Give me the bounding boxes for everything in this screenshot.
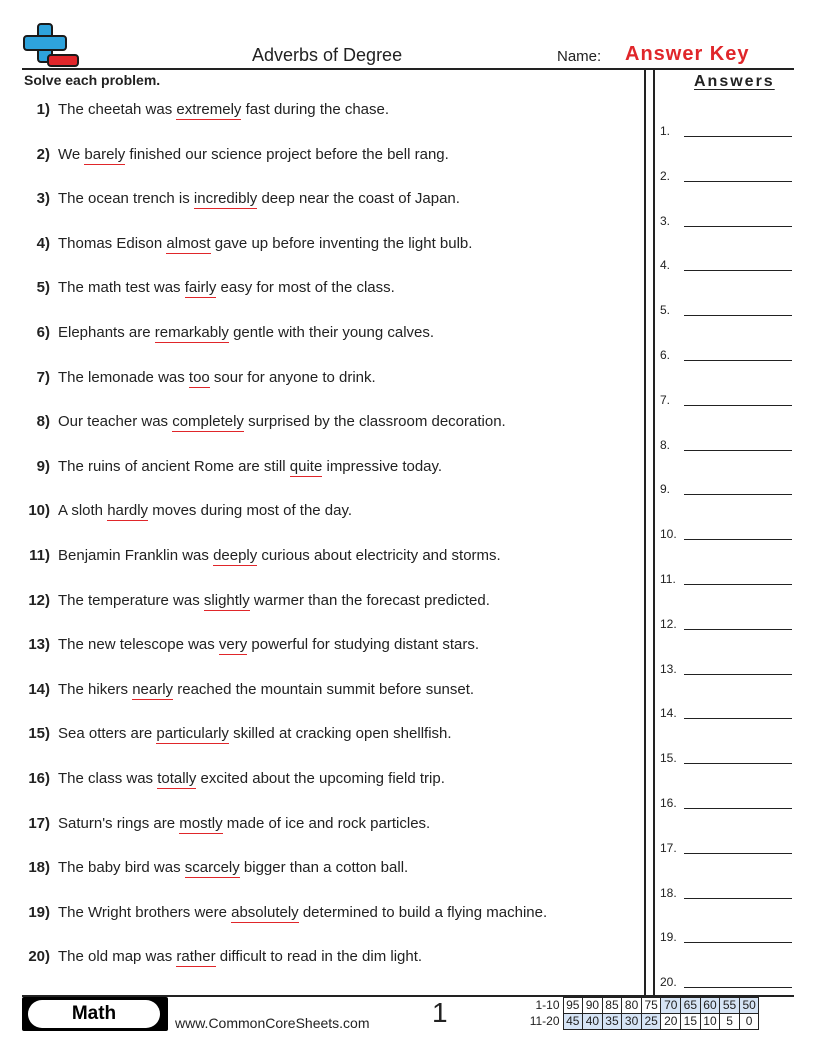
- answer-row: [660, 613, 794, 633]
- answer-blank[interactable]: [684, 494, 792, 495]
- score-cell: 40: [583, 1014, 603, 1030]
- question-text-after: sour for anyone to drink.: [209, 368, 376, 386]
- answer-blank[interactable]: [684, 360, 792, 361]
- answer-row: [660, 478, 794, 498]
- question-number: 15): [28, 725, 50, 743]
- answer-number: 2.: [660, 168, 671, 183]
- score-cell: 90: [583, 998, 603, 1014]
- question-text-after: curious about electricity and storms.: [257, 547, 501, 564]
- question-text-after: reached the mountain summit before sunset.: [173, 680, 475, 698]
- score-cell: 0: [739, 1014, 759, 1030]
- answer-row: [660, 120, 794, 140]
- answer-number: 5.: [660, 303, 671, 318]
- plus-minus-logo-icon: [22, 22, 80, 68]
- question-text-after: gentle with their young calves.: [228, 324, 435, 341]
- question-number: 5): [36, 279, 50, 297]
- answer-number: 12.: [660, 616, 677, 631]
- question-row: [18, 99, 638, 121]
- question-text-before: Saturn's rings are: [58, 814, 180, 832]
- question-row: [18, 590, 638, 612]
- score-cell: 60: [700, 998, 720, 1014]
- answer-blank[interactable]: [684, 226, 792, 227]
- question-number: 8): [36, 413, 50, 431]
- question-text-before: The math test was: [58, 279, 185, 297]
- answer-number: 3.: [660, 213, 671, 228]
- question-row: [18, 277, 638, 299]
- answer-number: 1.: [660, 124, 671, 138]
- answer-number: 4.: [660, 258, 671, 273]
- question-adverb: fairly: [184, 279, 217, 297]
- question-row: [18, 144, 638, 166]
- name-label: Name:: [557, 48, 602, 65]
- question-text-after: determined to build a flying machine.: [298, 903, 548, 921]
- question-row: [18, 500, 638, 522]
- question-number: 3): [36, 190, 50, 208]
- answer-blank[interactable]: [684, 270, 792, 271]
- question-text-after: warmer than the forecast predicted.: [249, 591, 490, 609]
- site-url: www.CommonCoreSheets.com: [175, 1015, 370, 1031]
- question-text-after: difficult to read in the dim light.: [215, 948, 423, 966]
- question-number: 13): [28, 636, 50, 654]
- score-cell: 5: [720, 1014, 740, 1030]
- answer-row: [660, 210, 794, 230]
- answer-blank[interactable]: [684, 181, 792, 182]
- question-text-before: The old map was: [58, 948, 177, 966]
- question-number: 1): [36, 101, 50, 118]
- answer-blank[interactable]: [684, 853, 792, 854]
- answer-row: [660, 882, 794, 902]
- question-row: [18, 857, 638, 879]
- answer-row: [660, 254, 794, 274]
- question-number: 11): [29, 547, 50, 564]
- question-adverb: totally: [157, 770, 197, 787]
- question-text-before: The class was: [58, 770, 158, 787]
- question-text-after: bigger than a cotton ball.: [239, 859, 409, 877]
- answer-blank[interactable]: [684, 674, 792, 675]
- question-row: [18, 411, 638, 433]
- answer-number: 13.: [660, 661, 677, 676]
- question-row: [18, 367, 638, 389]
- question-text-after: impressive today.: [322, 457, 443, 475]
- question-adverb: hardly: [107, 502, 149, 520]
- math-badge: [22, 997, 168, 1031]
- question-text-before: The temperature was: [58, 591, 204, 609]
- score-cell: 25: [641, 1014, 661, 1030]
- answer-row: [660, 434, 794, 454]
- question-adverb: incredibly: [193, 190, 258, 208]
- question-adverb: extremely: [176, 101, 242, 118]
- score-cell: 10: [700, 1014, 720, 1030]
- question-adverb: absolutely: [231, 903, 299, 921]
- column-divider: [644, 68, 655, 995]
- question-text-after: easy for most of the class.: [216, 279, 395, 297]
- question-number: 18): [28, 859, 50, 877]
- page-title: Adverbs of Degree: [252, 45, 403, 65]
- question-text-before: The lemonade was: [58, 368, 189, 386]
- question-number: 12): [28, 591, 50, 609]
- question-number: 2): [36, 145, 50, 163]
- answer-number: 15.: [660, 751, 677, 766]
- answer-row: [660, 568, 794, 588]
- answer-row: [660, 165, 794, 185]
- question-row: [18, 768, 638, 790]
- score-cell: 30: [622, 1014, 642, 1030]
- score-cell: 95: [563, 998, 583, 1014]
- answer-row: [660, 344, 794, 364]
- answer-blank[interactable]: [684, 136, 792, 137]
- question-adverb: particularly: [156, 725, 229, 743]
- question-number: 14): [28, 680, 50, 698]
- question-row: [18, 723, 638, 745]
- score-cell: 85: [602, 998, 622, 1014]
- answer-row: [660, 971, 794, 991]
- question-row: [18, 679, 638, 701]
- answer-row: [660, 658, 794, 678]
- question-text-after: powerful for studying distant stars.: [247, 636, 480, 654]
- question-row: [18, 946, 638, 968]
- score-row: [527, 998, 759, 1014]
- answer-number: 8.: [660, 437, 671, 452]
- answer-row: [660, 389, 794, 409]
- question-text-after: finished our science project before the bell rang.: [125, 145, 449, 163]
- question-adverb: quite: [289, 457, 323, 475]
- score-cell: 35: [602, 1014, 622, 1030]
- question-adverb: remarkably: [154, 324, 229, 341]
- question-text-before: The baby bird was: [58, 859, 185, 877]
- score-cell: 45: [563, 1014, 583, 1030]
- answer-number: 9.: [660, 482, 671, 497]
- answer-blank[interactable]: [684, 987, 792, 988]
- question-adverb: rather: [176, 948, 216, 966]
- question-text-after: made of ice and rock particles.: [222, 814, 431, 832]
- question-number: 20): [28, 948, 50, 966]
- answer-number: 20.: [660, 975, 677, 990]
- score-cell: 65: [681, 998, 701, 1014]
- question-row: [18, 456, 638, 478]
- score-cell: 50: [739, 998, 759, 1014]
- question-number: 6): [36, 324, 50, 341]
- score-cell: 55: [720, 998, 740, 1014]
- question-adverb: scarcely: [184, 859, 240, 877]
- question-text-before: Our teacher was: [58, 413, 173, 431]
- question-row: [18, 233, 638, 255]
- question-text-before: Benjamin Franklin was: [58, 547, 214, 564]
- answer-row: [660, 792, 794, 812]
- question-row: [18, 188, 638, 210]
- question-text-after: fast during the chase.: [241, 101, 390, 118]
- answer-blank[interactable]: [684, 629, 792, 630]
- math-badge-label: Math: [28, 1000, 160, 1028]
- question-row: [18, 902, 638, 924]
- answer-row: [660, 747, 794, 767]
- answer-key-label: Answer Key: [625, 43, 750, 65]
- answer-row: [660, 702, 794, 722]
- question-row: [18, 813, 638, 835]
- question-text-before: A sloth: [58, 502, 108, 520]
- answer-row: [660, 299, 794, 319]
- question-adverb: completely: [172, 413, 244, 431]
- question-text-before: Thomas Edison: [58, 234, 167, 252]
- answer-number: 6.: [660, 348, 671, 362]
- question-text-before: We: [58, 145, 85, 163]
- question-text-before: The new telescope was: [58, 636, 219, 654]
- answer-row: [660, 926, 794, 946]
- question-text-before: The ruins of ancient Rome are still: [58, 457, 290, 475]
- answer-blank[interactable]: [684, 718, 792, 719]
- answer-blank[interactable]: [684, 315, 792, 316]
- score-cell: 75: [641, 998, 661, 1014]
- answer-blank[interactable]: [684, 539, 792, 540]
- question-adverb: barely: [84, 145, 126, 163]
- answer-row: [660, 523, 794, 543]
- score-cell: 20: [661, 1014, 681, 1030]
- score-cell: 70: [661, 998, 681, 1014]
- answer-row: [660, 837, 794, 857]
- score-cell: 15: [681, 1014, 701, 1030]
- answer-number: 17.: [660, 840, 677, 855]
- instructions: Solve each problem.: [24, 72, 161, 88]
- answer-blank[interactable]: [684, 942, 792, 943]
- answer-blank[interactable]: [684, 763, 792, 764]
- question-text-after: excited about the upcoming field trip.: [196, 770, 445, 787]
- answer-number: 16.: [660, 796, 677, 810]
- question-text-after: surprised by the classroom decoration.: [243, 413, 506, 431]
- question-text-after: gave up before inventing the light bulb.: [210, 234, 473, 252]
- question-adverb: mostly: [179, 814, 223, 832]
- answer-number: 10.: [660, 527, 677, 542]
- question-adverb: nearly: [132, 680, 174, 698]
- answer-blank[interactable]: [684, 450, 792, 451]
- question-text-before: The cheetah was: [58, 101, 177, 118]
- answer-number: 11.: [660, 572, 676, 586]
- question-number: 16): [28, 770, 50, 787]
- question-text-before: The hikers: [58, 680, 133, 698]
- question-text-before: The ocean trench is: [58, 190, 194, 208]
- answer-number: 19.: [660, 930, 677, 945]
- question-text-before: Sea otters are: [58, 725, 157, 743]
- header-divider: [22, 68, 794, 70]
- question-number: 19): [28, 903, 50, 921]
- question-text-before: The Wright brothers were: [58, 903, 232, 921]
- page-number: 1: [432, 997, 448, 1028]
- question-adverb: too: [188, 368, 210, 386]
- question-text-after: skilled at cracking open shellfish.: [228, 725, 452, 743]
- question-text-after: moves during most of the day.: [148, 502, 353, 520]
- score-row-label: 1-10: [535, 998, 560, 1012]
- question-number: 7): [36, 368, 50, 386]
- question-number: 17): [28, 814, 50, 832]
- question-adverb: almost: [166, 234, 211, 252]
- question-row: [18, 545, 638, 567]
- answer-blank[interactable]: [684, 584, 792, 585]
- question-adverb: slightly: [203, 591, 250, 609]
- answer-blank[interactable]: [684, 808, 792, 809]
- score-row-label: 11-20: [529, 1014, 560, 1028]
- answer-number: 18.: [660, 885, 677, 900]
- question-text-after: deep near the coast of Japan.: [257, 190, 460, 208]
- question-number: 4): [36, 234, 50, 252]
- answer-blank[interactable]: [684, 898, 792, 899]
- score-table: [527, 997, 759, 1030]
- question-text-before: Elephants are: [58, 324, 155, 341]
- answer-number: 7.: [660, 392, 671, 407]
- question-row: [18, 634, 638, 656]
- answer-blank[interactable]: [684, 405, 792, 406]
- answer-number: 14.: [660, 706, 677, 721]
- answers-heading: Answers: [694, 73, 775, 90]
- question-number: 10): [28, 502, 50, 520]
- score-row: [527, 1014, 759, 1030]
- question-adverb: deeply: [213, 547, 258, 564]
- score-cell: 80: [622, 998, 642, 1014]
- question-number: 9): [36, 457, 50, 475]
- question-row: [18, 322, 638, 344]
- question-adverb: very: [218, 636, 248, 654]
